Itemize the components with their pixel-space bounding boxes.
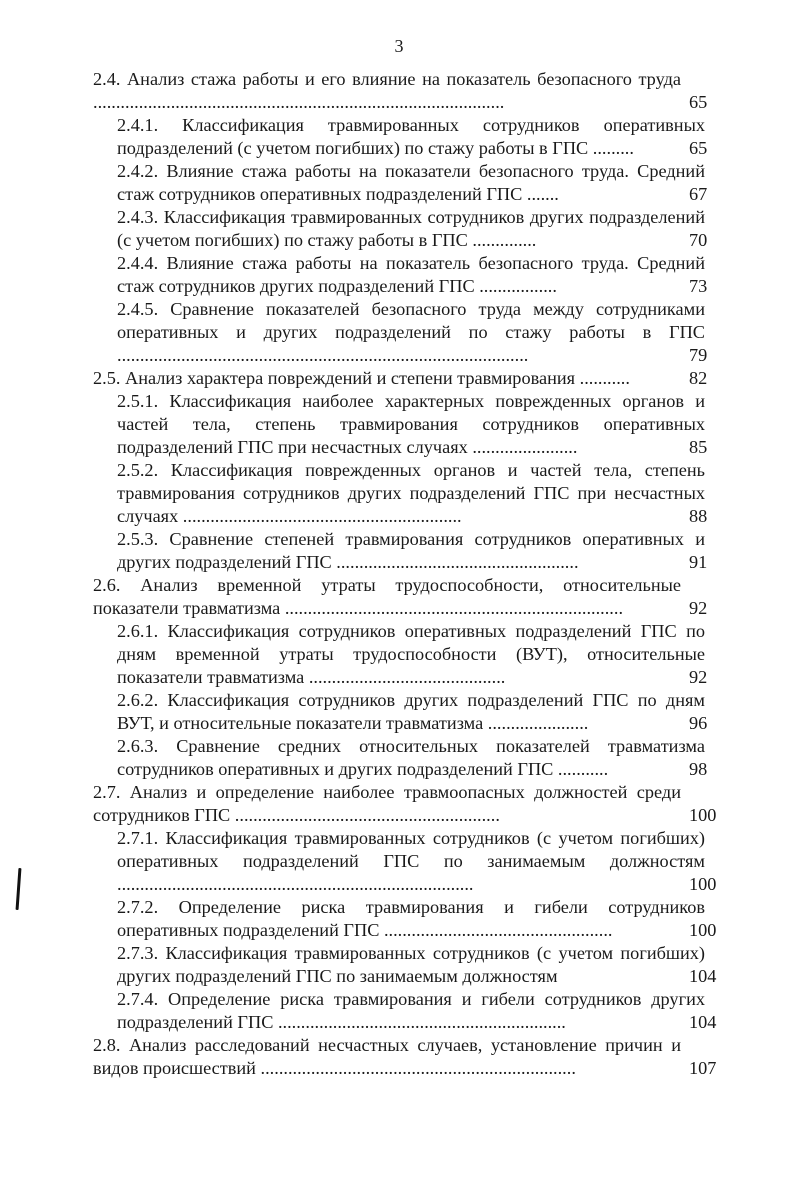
- toc-entry-text: 2.4. Анализ стажа работы и его влияние на показатель безопасного труда ..........................................................................................: [93, 69, 681, 112]
- toc-entry-page: 100: [689, 874, 717, 894]
- toc-entry-page: 82: [689, 368, 708, 388]
- toc-entry-page: 65: [689, 92, 708, 112]
- toc-entry-2-7-3: [93, 942, 729, 988]
- toc-entry-text: 2.7.1. Классификация травмированных сотрудников (с учетом погибших) оперативных подразделений ГПС по занимаемым должностям ..............................................................................: [117, 828, 705, 894]
- toc-entry-2-6: [93, 574, 729, 620]
- toc-entry-page: 85: [689, 437, 708, 457]
- toc-entry-2-8: [93, 1034, 729, 1080]
- toc-entry-page: 73: [689, 276, 708, 296]
- toc-entry-text: 2.5.3. Сравнение степеней травмирования сотрудников оперативных и других подразделений ГПС .....................................................: [117, 529, 705, 572]
- toc-entry-2-4-2: [93, 160, 729, 206]
- toc-entry-text: 2.8. Анализ расследований несчастных случаев, установление причин и видов происшествий .....................................................................: [93, 1035, 681, 1078]
- toc-entry-2-4-1: [93, 114, 729, 160]
- toc-entry-2-4-4: [93, 252, 729, 298]
- toc-entry-text: 2.4.3. Классификация травмированных сотрудников других подразделений (с учетом погибших) по стажу работы в ГПС ..............: [117, 207, 705, 250]
- toc-entry-2-4-3: [93, 206, 729, 252]
- toc-entry-text: 2.6.3. Сравнение средних относительных показателей травматизма сотрудников оперативных и других подразделений ГПС ...........: [117, 736, 705, 779]
- toc-entry-page: 107: [689, 1058, 717, 1078]
- toc-entry-page: 104: [689, 1012, 717, 1032]
- toc-entry-page: 92: [689, 667, 708, 687]
- toc-entry-text: 2.7.2. Определение риска травмирования и гибели сотрудников оперативных подразделений ГПС ..................................................: [117, 897, 705, 940]
- toc-entry-text: 2.7.3. Классификация травмированных сотрудников (с учетом погибших) других подразделений ГПС по занимаемым должностям: [117, 943, 705, 986]
- toc-entry-2-5: [93, 367, 729, 390]
- toc-entry-2-4-5: [93, 298, 729, 367]
- toc-entry-text: 2.6.2. Классификация сотрудников других подразделений ГПС по дням ВУТ, и относительные показатели травматизма ......................: [117, 690, 705, 733]
- toc-entry-text: 2.7.4. Определение риска травмирования и гибели сотрудников других подразделений ГПС ...............................................................: [117, 989, 705, 1032]
- toc-entry-2-6-2: [93, 689, 729, 735]
- toc-entry-text: 2.5. Анализ характера повреждений и степени травмирования ...........: [93, 368, 630, 388]
- toc-entry-2-5-3: [93, 528, 729, 574]
- toc-entry-2-6-3: [93, 735, 729, 781]
- toc-entry-page: 70: [689, 230, 708, 250]
- toc-entry-page: 98: [689, 759, 708, 779]
- toc-entry-2-5-2: [93, 459, 729, 528]
- toc-entry-text: 2.4.5. Сравнение показателей безопасного труда между сотрудниками оперативных и других подразделений по стажу работы в ГПС ..........................................................................................: [117, 299, 705, 365]
- toc-entry-text: 2.4.4. Влияние стажа работы на показатель безопасного труда. Средний стаж сотрудников других подразделений ГПС .................: [117, 253, 705, 296]
- toc-entry-2-6-1: [93, 620, 729, 689]
- toc-entry-2-4: [93, 68, 729, 114]
- toc-entry-2-7-2: [93, 896, 729, 942]
- toc-entry-text: 2.7. Анализ и определение наиболее травмоопасных должностей среди сотрудников ГПС ..........................................................: [93, 782, 681, 825]
- toc-entry-page: 65: [689, 138, 708, 158]
- margin-pen-mark: [16, 868, 22, 910]
- toc-entry-page: 91: [689, 552, 708, 572]
- toc-entry-text: 2.6.1. Классификация сотрудников оперативных подразделений ГПС по дням временной утраты трудоспособности (ВУТ), относительные показатели травматизма ...........................................: [117, 621, 705, 687]
- toc-entry-page: 67: [689, 184, 708, 204]
- toc-entry-page: 79: [689, 345, 708, 365]
- table-of-contents: [93, 68, 729, 1080]
- toc-entry-2-5-1: [93, 390, 729, 459]
- toc-entry-2-7-4: [93, 988, 729, 1034]
- toc-entry-text: 2.5.1. Классификация наиболее характерных поврежденных органов и частей тела, степень травмирования сотрудников оперативных подразделений ГПС при несчастных случаях .......................: [117, 391, 705, 457]
- toc-entry-text: 2.4.2. Влияние стажа работы на показатели безопасного труда. Средний стаж сотрудников оперативных подразделений ГПС .......: [117, 161, 705, 204]
- toc-entry-page: 100: [689, 920, 717, 940]
- toc-entry-page: 88: [689, 506, 708, 526]
- toc-entry-page: 104: [689, 966, 717, 986]
- toc-entry-text: 2.6. Анализ временной утраты трудоспособности, относительные показатели травматизма ..........................................................................: [93, 575, 681, 618]
- toc-entry-page: 100: [689, 805, 717, 825]
- toc-entry-page: 92: [689, 598, 708, 618]
- toc-entry-page: 96: [689, 713, 708, 733]
- toc-entry-2-7: [93, 781, 729, 827]
- page-number: 3: [394, 36, 404, 56]
- toc-entry-2-7-1: [93, 827, 729, 896]
- toc-entry-text: 2.5.2. Классификация поврежденных органов и частей тела, степень травмирования сотрудников других подразделений ГПС при несчастных случаях .............................................................: [117, 460, 705, 526]
- toc-entry-text: 2.4.1. Классификация травмированных сотрудников оперативных подразделений (с учетом погибших) по стажу работы в ГПС .........: [117, 115, 705, 158]
